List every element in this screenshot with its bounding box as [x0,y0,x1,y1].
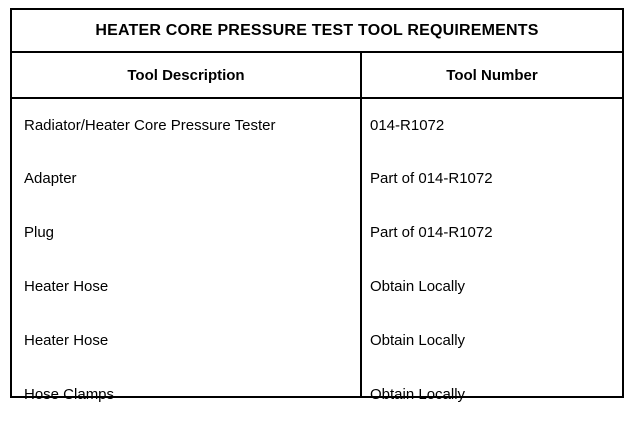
tool-description-column [12,99,362,403]
table-body [12,99,622,403]
tool-number-cell: 014-R1072 [370,116,445,134]
tool-number-cell: Obtain Locally [370,385,466,403]
tool-description-cell: Heater Hose [24,331,109,349]
table-title-row [12,10,622,53]
table-title: HEATER CORE PRESSURE TEST TOOL REQUIREMENTS [95,21,539,39]
table-header-row [12,53,622,99]
tool-number-cell: Obtain Locally [370,331,466,349]
column-header-tool-description: Tool Description [12,53,362,97]
tool-number-cell: Part of 014-R1072 [370,169,493,187]
tool-description-cell: Plug [24,223,55,241]
column-header-tool-number: Tool Number [446,66,538,84]
tool-number-column [362,99,622,403]
tool-number-cell: Part of 014-R1072 [370,223,493,241]
tool-description-cell: Radiator/Heater Core Pressure Tester [24,116,276,134]
tool-requirements-table [10,8,624,403]
tool-description-cell: Hose Clamps [24,385,115,403]
tool-number-cell: Obtain Locally [370,277,466,295]
tool-description-cell: Adapter [24,169,77,187]
tool-description-cell: Heater Hose [24,277,109,295]
